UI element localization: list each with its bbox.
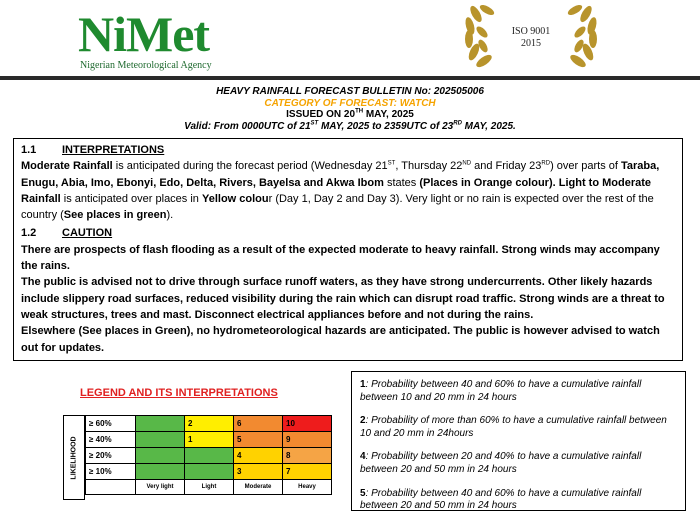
matrix-row [86, 432, 332, 448]
nimet-logo [78, 6, 258, 72]
risk-matrix [85, 415, 332, 495]
intensity-labels-row [86, 480, 332, 495]
interp-text-4: ) over parts of [550, 160, 621, 173]
interp-text-2: , Thursday 22 [395, 160, 463, 173]
caution-paragraph-1: There are prospects of flash flooding as a result of the expected moderate to heavy rainfall. Strong winds may accompany the rains. [21, 243, 660, 273]
intensity-label: Very light [136, 480, 185, 495]
matrix-cell-yellow: 3 [234, 464, 283, 480]
interp-text-5: states [383, 176, 420, 189]
likelihood-axis [63, 415, 85, 500]
issued-date [0, 109, 700, 121]
header-divider [0, 76, 700, 80]
matrix-cell-yellow: 1 [185, 432, 234, 448]
matrix-cell-yellow: 2 [185, 416, 234, 432]
matrix-cell-red: 10 [283, 416, 332, 432]
iso-standard: ISO 9001 [511, 26, 551, 37]
matrix-cell-yellow: 4 [234, 448, 283, 464]
probability-text: : Probability between 40 and 60% to have a cumulative rainfall between 10 and 20 mm in 24 hours [360, 379, 642, 403]
caution-paragraph-3: Elsewhere (See places in Green), no hydrometeorological hazards are anticipated. The public is however advised to watch out for updates. [21, 325, 660, 354]
interp-text-8: ). [166, 209, 174, 222]
likelihood-label: LIKELIHOOD [70, 435, 78, 480]
interp-text-6: is anticipated over places in [60, 192, 202, 205]
likelihood-row-label: ≥ 10% [86, 464, 136, 480]
caution-paragraph-2: The public is advised not to drive through surface runoff waters, as they have strong undercurrents. Other likely hazards include slippery road surfaces, reduced visibility during the rain which can disrupt road traffic. Strong winds are a threat to weak structures, trees and mast. Disconnect electrical appliances before and not during the rains. [21, 276, 665, 321]
issued-text-end: MAY, 2025 [363, 109, 414, 120]
matrix-cell-orange: 6 [234, 416, 283, 432]
probability-definitions [351, 371, 686, 511]
bulletin-header [0, 86, 700, 132]
matrix-cell-orange: 9 [283, 432, 332, 448]
matrix-cell-green [136, 416, 185, 432]
iso-text [456, 26, 606, 50]
probability-number: 5 [360, 487, 366, 499]
probability-item [360, 379, 677, 404]
interp-text-1: is anticipated during the forecast period (Wednesday 21 [112, 160, 388, 173]
valid-text-end: MAY, 2025. [461, 120, 516, 132]
interp-text-3: and Friday 23 [471, 160, 542, 173]
issued-text: ISSUED ON 20 [286, 109, 356, 120]
matrix-cell-yellow: 7 [283, 464, 332, 480]
valid-period [0, 121, 700, 133]
interpretations-heading [21, 142, 675, 158]
interp-text-7: r (Day 1, Day 2 and Day 3). Very light or no rain is expected over the rest of the country ( [21, 192, 654, 222]
intensity-label: Moderate [234, 480, 283, 495]
forecast-category: CATEGORY OF FORECAST: WATCH [264, 97, 436, 109]
green-places-label: See places in green [63, 209, 167, 222]
matrix-cell-orange: 5 [234, 432, 283, 448]
forecast-details-box [13, 138, 683, 361]
matrix-cell-orange: 8 [283, 448, 332, 464]
likelihood-row-label: ≥ 20% [86, 448, 136, 464]
bulletin-title: HEAVY RAINFALL FORECAST BULLETIN No: 202505006 [216, 86, 484, 97]
intensity-label: Light [185, 480, 234, 495]
section-title: CAUTION [62, 227, 113, 240]
likelihood-row-label: ≥ 40% [86, 432, 136, 448]
probability-item [360, 415, 677, 440]
interp-sup-3: RD [541, 160, 551, 167]
interpretations-text [21, 158, 675, 223]
section-title: INTERPRETATIONS [62, 144, 165, 156]
matrix-cell-green [136, 432, 185, 448]
probability-text: : Probability between 40 and 60% to have a cumulative rainfall between 20 and 50 mm in 24 hours [360, 487, 642, 512]
interp-sup-1: ST [387, 160, 396, 167]
valid-sup-1: ST [310, 120, 319, 127]
probability-number: 4 [360, 451, 366, 463]
matrix-cell-green [136, 448, 185, 464]
intensity-label: Heavy [283, 480, 332, 495]
interp-sup-2: ND [462, 160, 472, 167]
matrix-cell-green [185, 448, 234, 464]
probability-item [360, 451, 677, 476]
probability-text: : Probability between 20 and 40% to have a cumulative rainfall between 20 and 50 mm in 24 hours [360, 451, 642, 475]
matrix-cell-green [136, 464, 185, 480]
legend-title: LEGEND AND ITS INTERPRETATIONS [80, 387, 278, 399]
matrix-row [86, 464, 332, 480]
matrix-row [86, 416, 332, 432]
matrix-row [86, 448, 332, 464]
nimet-logo-wordmark: NiMet [78, 6, 210, 62]
valid-text-mid: MAY, 2025 to 2359UTC of 23 [318, 120, 454, 132]
iso-badge [456, 2, 606, 68]
agency-name: Nigerian Meteorological Agency [80, 60, 212, 71]
orange-places-label: (Places in Orange colour). Light to Moderate Rainfall [21, 176, 651, 205]
iso-year: 2015 [521, 38, 541, 49]
section-number: 1.1 [21, 144, 37, 156]
valid-text: Valid: From 0000UTC of 21 [184, 120, 311, 132]
probability-number: 1 [360, 379, 366, 390]
matrix-corner [86, 480, 136, 495]
probability-item [360, 488, 677, 513]
states-list: Taraba, Enugu, Abia, Imo, Ebonyi, Edo, Delta, Rivers, Bayelsa and Akwa Ibom [21, 160, 660, 189]
probability-text: : Probability of more than 60% to have a cumulative rainfall between 10 and 20 mm in 24hours [360, 415, 667, 439]
probability-number: 2 [360, 415, 366, 427]
caution-heading [21, 225, 675, 241]
likelihood-row-label: ≥ 60% [86, 416, 136, 432]
valid-sup-2: RD [453, 120, 462, 127]
yellow-colour-label: Yellow colou [201, 192, 269, 205]
moderate-rainfall-label: Moderate Rainfall [21, 160, 113, 173]
section-number: 1.2 [21, 227, 37, 240]
issued-sup: TH [355, 108, 364, 115]
matrix-cell-green [185, 464, 234, 480]
